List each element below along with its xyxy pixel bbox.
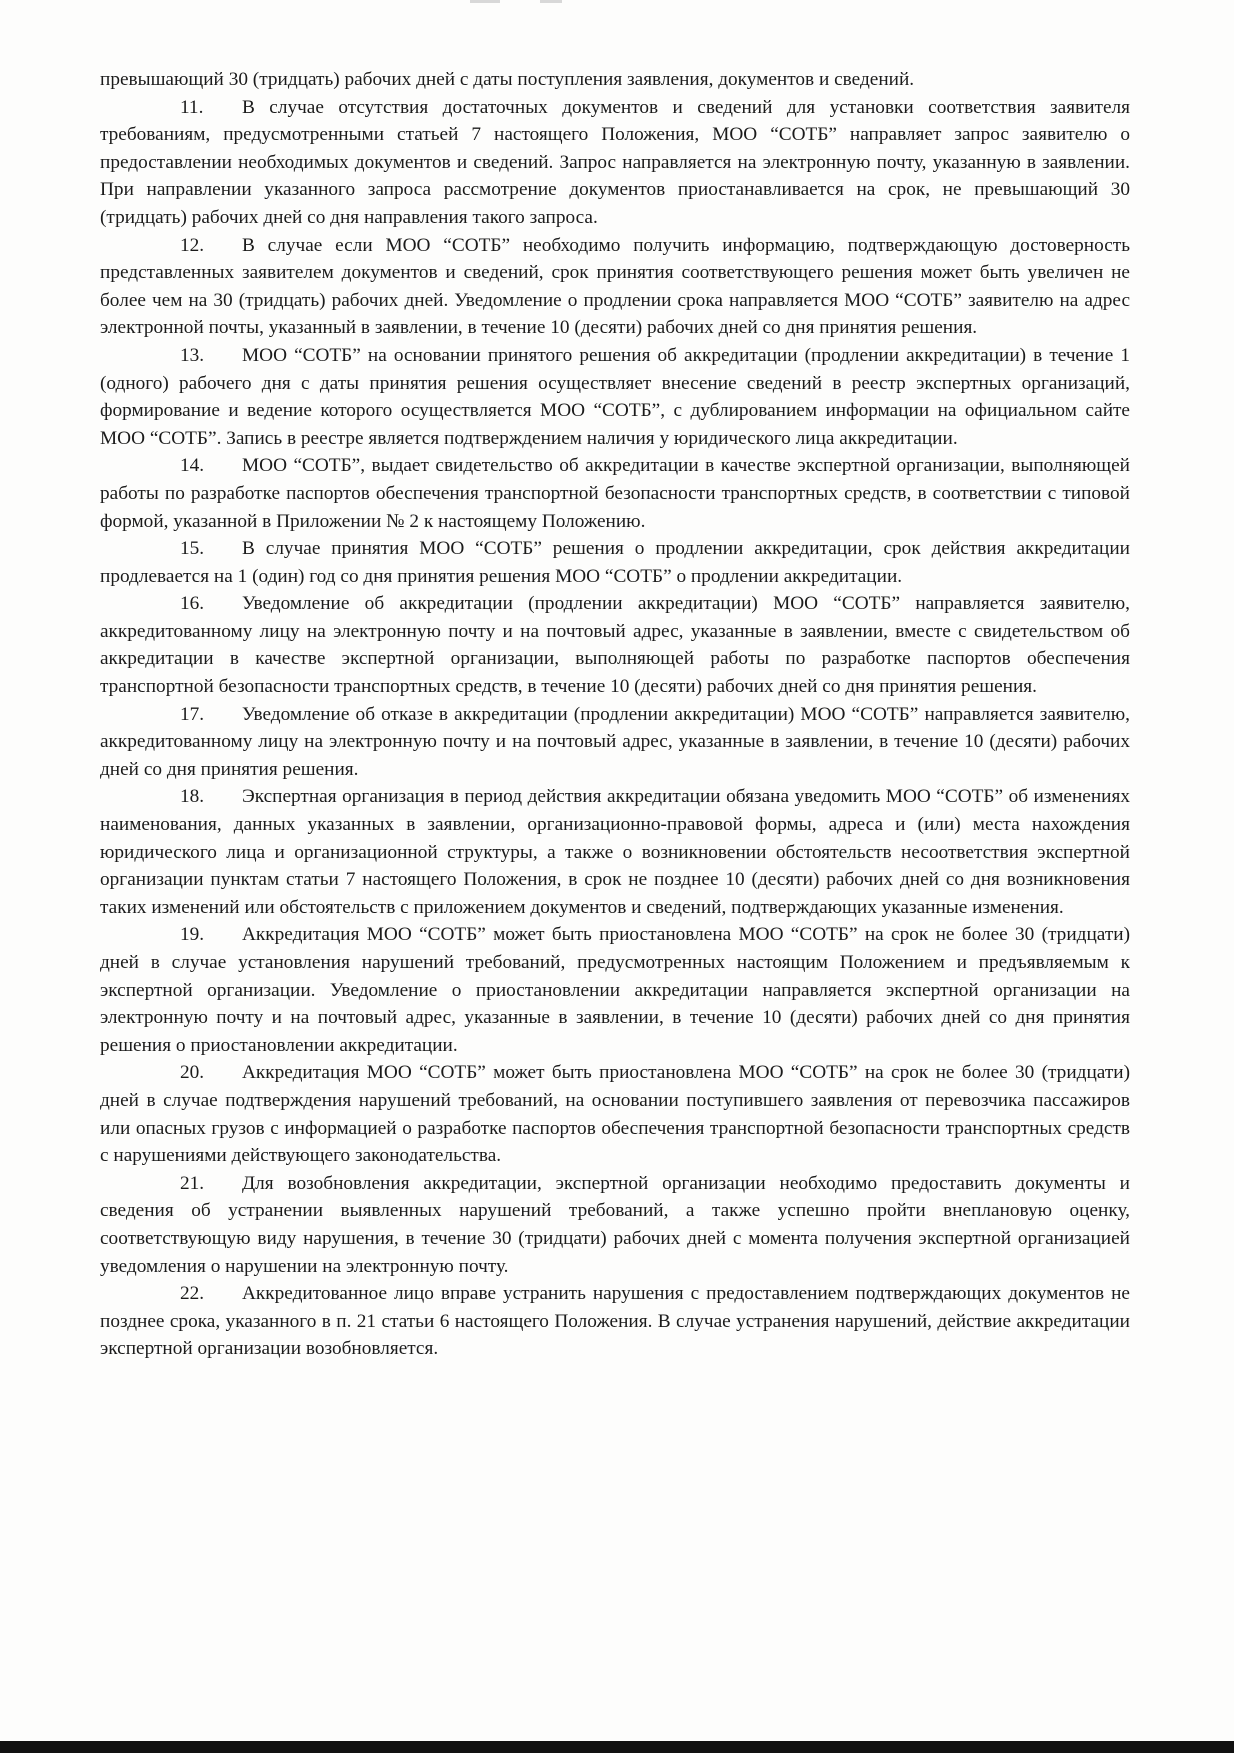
paragraph-number: 13. xyxy=(180,344,205,366)
paragraph-number: 21. xyxy=(180,1172,205,1194)
document-body xyxy=(100,66,1130,1363)
paragraph-number: 16. xyxy=(180,593,205,615)
paragraph-number: 18. xyxy=(180,786,205,808)
scan-edge-bar xyxy=(0,1741,1234,1753)
paragraph-number: 11. xyxy=(180,96,204,118)
paragraph-text: Аккредитованное лицо вправе устранить нарушения с предоставлением подтверждающих документов не позднее срока, указанного в п. 21 статьи 6 настоящего Положения. В случае устранения нарушений, действие аккредитации экспертной организации возобновляется. xyxy=(100,1283,1130,1360)
paragraph-text: В случае отсутствия достаточных документов и сведений для установки соответствия заявителя требованиям, предусмотренными статьей 7 настоящего Положения, МОО “СОТБ” направляет запрос заявителю о предоставлении необходимых документов и сведений. Запрос направляется на электронную почту, указанную в заявлении. При направлении указанного запроса рассмотрение документов приостанавливается на срок, не превышающий 30 (тридцать) рабочих дней со дня направления такого запроса. xyxy=(100,96,1130,228)
paragraph-number: 20. xyxy=(180,1062,205,1084)
paragraph-text: Аккредитация МОО “СОТБ” может быть приостановлена МОО “СОТБ” на срок не более 30 (тридцати) дней в случае установления нарушений требований, предусмотренных настоящим Положением и предъявляемым к экспертной организации. Уведомление о приостановлении аккредитации направляется экспертной организации на электронную почту и на почтовый адрес, указанные в заявлении, в течение 10 (десяти) рабочих дней со дня принятия решения о приостановлении аккредитации. xyxy=(100,924,1130,1056)
paragraph-21 xyxy=(100,1170,1130,1280)
paragraph-text: В случае если МОО “СОТБ” необходимо получить информацию, подтверждающую достоверность представленных заявителем документов и сведений, срок принятия соответствующего решения может быть увеличен не более чем на 30 (тридцать) рабочих дней. Уведомление о продлении срока направляется МОО “СОТБ” заявителю на адрес электронной почты, указанный в заявлении, в течение 10 (десяти) рабочих дней со дня принятия решения. xyxy=(100,234,1130,339)
paragraph-18 xyxy=(100,783,1130,921)
paragraph-number: 14. xyxy=(180,455,205,477)
paragraph-15 xyxy=(100,535,1130,590)
paragraph-12 xyxy=(100,232,1130,342)
paragraph-continuation xyxy=(100,66,1130,94)
paragraph-20 xyxy=(100,1059,1130,1169)
paragraph-text: Аккредитация МОО “СОТБ” может быть приостановлена МОО “СОТБ” на срок не более 30 (тридцати) дней в случае подтверждения нарушений требований, на основании поступившего заявления от перевозчика пассажиров или опасных грузов с информацией о разработке паспортов обеспечения транспортной безопасности транспортных средств с нарушениями действующего законодательства. xyxy=(100,1062,1130,1167)
paragraph-number: 22. xyxy=(180,1283,205,1305)
paragraph-16 xyxy=(100,590,1130,700)
paragraph-number: 12. xyxy=(180,234,205,256)
paragraph-11 xyxy=(100,94,1130,232)
paragraph-19 xyxy=(100,921,1130,1059)
paragraph-22 xyxy=(100,1280,1130,1363)
paragraph-text: В случае принятия МОО “СОТБ” решения о продлении аккредитации, срок действия аккредитации продлевается на 1 (один) год со дня принятия решения МОО “СОТБ” о продлении аккредитации. xyxy=(100,538,1130,587)
paragraph-text: Уведомление об аккредитации (продлении аккредитации) МОО “СОТБ” направляется заявителю, аккредитованному лицу на электронную почту и на почтовый адрес, указанные в заявлении, вместе с свидетельством об аккредитации в качестве экспертной организации, выполняющей работы по разработке паспортов обеспечения транспортной безопасности транспортных средств, в течение 10 (десяти) рабочих дней со дня принятия решения. xyxy=(100,593,1130,698)
paragraph-14 xyxy=(100,452,1130,535)
paragraph-text: Экспертная организация в период действия аккредитации обязана уведомить МОО “СОТБ” об изменениях наименования, данных указанных в заявлении, организационно-правовой формы, адреса и (или) места нахождения юридического лица и организационной структуры, а также о возникновении обстоятельств несоответствия экспертной организации пунктам статьи 7 настоящего Положения, в срок не позднее 10 (десяти) рабочих дней со дня возникновения таких изменений или обстоятельств с приложением документов и сведений, подтверждающих указанные изменения. xyxy=(100,786,1130,918)
paragraph-text: Для возобновления аккредитации, экспертной организации необходимо предоставить документы и сведения об устранении выявленных нарушений требований, а также успешно пройти внеплановую оценку, соответствующую виду нарушения, в течение 30 (тридцати) рабочих дней с момента получения экспертной организацией уведомления о нарушении на электронную почту. xyxy=(100,1172,1130,1277)
paragraph-13 xyxy=(100,342,1130,452)
paragraph-text: превышающий 30 (тридцать) рабочих дней с даты поступления заявления, документов и сведений. xyxy=(100,69,915,90)
paragraph-17 xyxy=(100,701,1130,784)
scan-mark xyxy=(540,0,562,3)
paragraph-text: МОО “СОТБ” на основании принятого решения об аккредитации (продлении аккредитации) в течение 1 (одного) рабочего дня с даты принятия решения осуществляет внесение сведений в реестр экспертных организаций, формирование и ведение которого осуществляется МОО “СОТБ”, с дублированием информации на официальном сайте МОО “СОТБ”. Запись в реестре является подтверждением наличия у юридического лица аккредитации. xyxy=(100,344,1130,449)
paragraph-text: Уведомление об отказе в аккредитации (продлении аккредитации) МОО “СОТБ” направляется заявителю, аккредитованному лицу на электронную почту и на почтовый адрес, указанные в заявлении, в течение 10 (десяти) рабочих дней со дня принятия решения. xyxy=(100,703,1130,780)
paragraph-number: 19. xyxy=(180,924,205,946)
paragraph-text: МОО “СОТБ”, выдает свидетельство об аккредитации в качестве экспертной организации, выполняющей работы по разработке паспортов обеспечения транспортной безопасности транспортных средств, в соответствии с типовой формой, указанной в Приложении № 2 к настоящему Положению. xyxy=(100,455,1130,532)
scan-mark xyxy=(470,0,500,3)
paragraph-number: 17. xyxy=(180,703,205,725)
paragraph-number: 15. xyxy=(180,538,205,560)
